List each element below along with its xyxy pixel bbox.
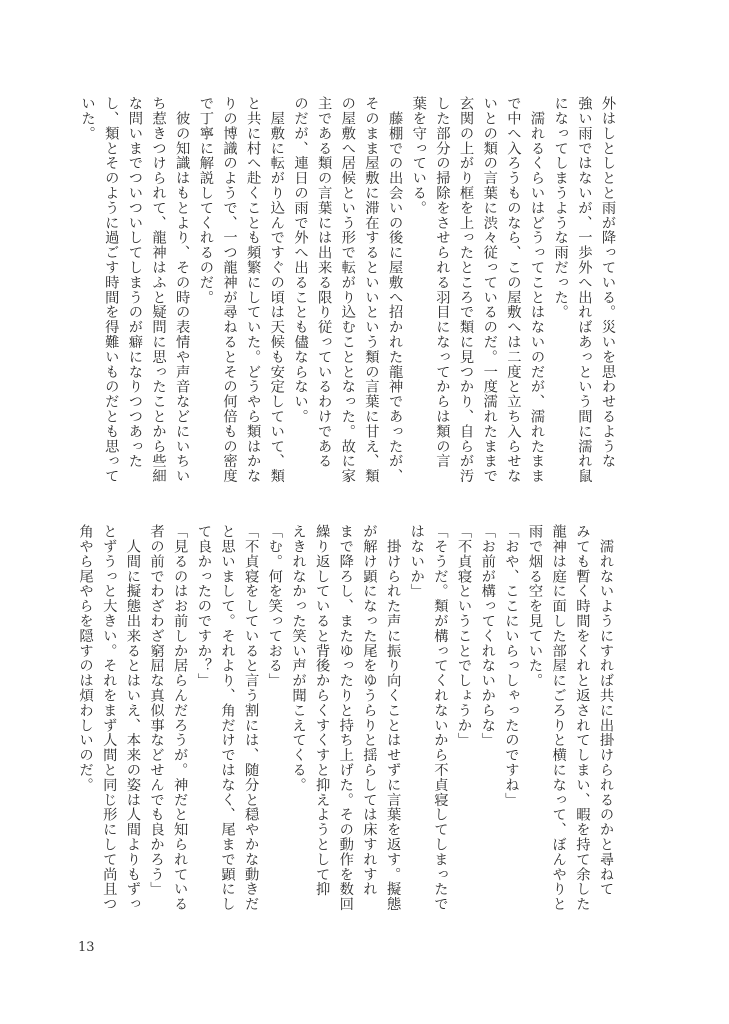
text-column: と思いまして。それより、角だけではなく、尾まで顕にし xyxy=(219,524,236,912)
text-column: と共に村へ赴くことも頻繁にしていた。どうやら類はかな xyxy=(245,96,262,484)
text-column: 「不貞寝をしていると言う割には、随分と穏やかな動きだ xyxy=(243,524,260,912)
text-column: が解け顕になった尾をゆうらりと揺らしては床すれすれ xyxy=(361,524,378,897)
text-column: 「おや、ここにいらっしゃったのですね」 xyxy=(503,524,520,808)
text-column: そのまま屋敷に滞在するといいという類の言葉に甘え、類 xyxy=(363,96,380,484)
text-column: 強い雨ではないが、一歩外へ出ればあっという間に濡れ鼠 xyxy=(576,96,593,484)
page-number: 13 xyxy=(78,940,95,955)
text-column: 雨で烟る空を見ていた。 xyxy=(527,524,544,688)
lower-text-block xyxy=(73,524,617,916)
text-column: 掛けられた声に振り向くことはせずに言葉を返す。擬態 xyxy=(385,524,402,912)
text-column: 藤棚での出会いの後に屋敷へ招かれた龍神であったが、 xyxy=(387,96,404,484)
text-column: 「見るのはお前しか居らんだろうが。神だと知られている xyxy=(172,524,189,912)
text-column: とずうっと大きい。それをまず人間と同じ形にして尚且つ xyxy=(101,524,118,912)
text-column: した部分の掃除をさせられる羽目になってからは類の言 xyxy=(434,96,451,469)
text-column: の屋敷へ居候という形で転がり込むこととなった。故に家 xyxy=(339,96,356,484)
text-column: になってしまうような雨だった。 xyxy=(552,96,569,320)
text-column: 葉を守っている。 xyxy=(410,96,427,216)
text-column: ち惹きつけられて、龍神はふと疑問に思ったことから些細 xyxy=(150,96,167,484)
text-column: で丁寧に解説してくれるのだ。 xyxy=(197,96,214,305)
text-column: 人間に擬態出来るとはいえ、本来の姿は人間よりもずっ xyxy=(124,524,141,912)
text-column: で中へ入ろうものなら、この屋敷へは二度と立ち入らせな xyxy=(505,96,522,484)
text-column: 「そうだ。類が構ってくれないから不貞寝してしまったで xyxy=(432,524,449,912)
text-column: はないか」 xyxy=(408,524,425,599)
text-column: えきれなかった笑い声が聞こえてくる。 xyxy=(290,524,307,793)
text-column: 龍神は庭に面した部屋にごろりと横になって、ぼんやりと xyxy=(550,524,567,912)
text-column: 濡れるくらいはどうってことはないのだが、濡れたまま xyxy=(529,96,546,484)
text-column: 濡れないようにすれば共に出掛けられるのかと尋ねて xyxy=(598,524,614,897)
text-column: し、類とそのように過ごす時間を得難いものだとも思って xyxy=(103,96,120,484)
text-column: 彼の知識はもとより、その時の表情や声音などにいちい xyxy=(174,96,191,484)
text-column: のだが、連日の雨で外へ出ることも儘ならない。 xyxy=(292,96,309,424)
text-column: りの博識のようで、一つ龍神が尋ねるとその何倍もの密度 xyxy=(221,96,238,484)
text-column: いとの類の言葉に渋々従っているのだ。一度濡れたままで xyxy=(481,96,498,484)
text-column: 主である類の言葉には出来る限り従っているわけである xyxy=(316,96,333,469)
text-column: いた。 xyxy=(79,96,96,141)
text-column: 「お前が構ってくれないからな」 xyxy=(479,524,496,748)
text-column: 屋敷に転がり込んですぐの頃は天候も安定していて、類 xyxy=(268,96,285,484)
text-column: 玄関の上がり框を上ったところで類に見つかり、自らが汚 xyxy=(458,96,475,484)
text-column: 「不貞寝ということでしょうか」 xyxy=(456,524,473,748)
text-column: 「む。何を笑っておる」 xyxy=(266,524,283,688)
text-column: 繰り返していると背後からくすくすと抑えようとして抑 xyxy=(314,524,331,897)
text-column: 角やら尾やらを隠すのは煩わしいのだ。 xyxy=(77,524,94,793)
text-column: 外はしとしとと雨が降っている。災いを思わせるような xyxy=(600,96,616,469)
text-column: みても暫く時間をくれと返されてしまい、暇を持て余した xyxy=(574,524,591,912)
text-column: 者の前でわざわざ窮屈な真似事などせんでも良かろう」 xyxy=(148,524,165,897)
upper-text-block xyxy=(75,96,619,488)
text-column: まで降ろし、またゆったりと持ち上げた。その動作を数回 xyxy=(337,524,354,912)
text-column: て良かったのですか？」 xyxy=(195,524,212,688)
text-column: な問いまでついついしてしまうのが癖になりつつあった xyxy=(126,96,143,469)
